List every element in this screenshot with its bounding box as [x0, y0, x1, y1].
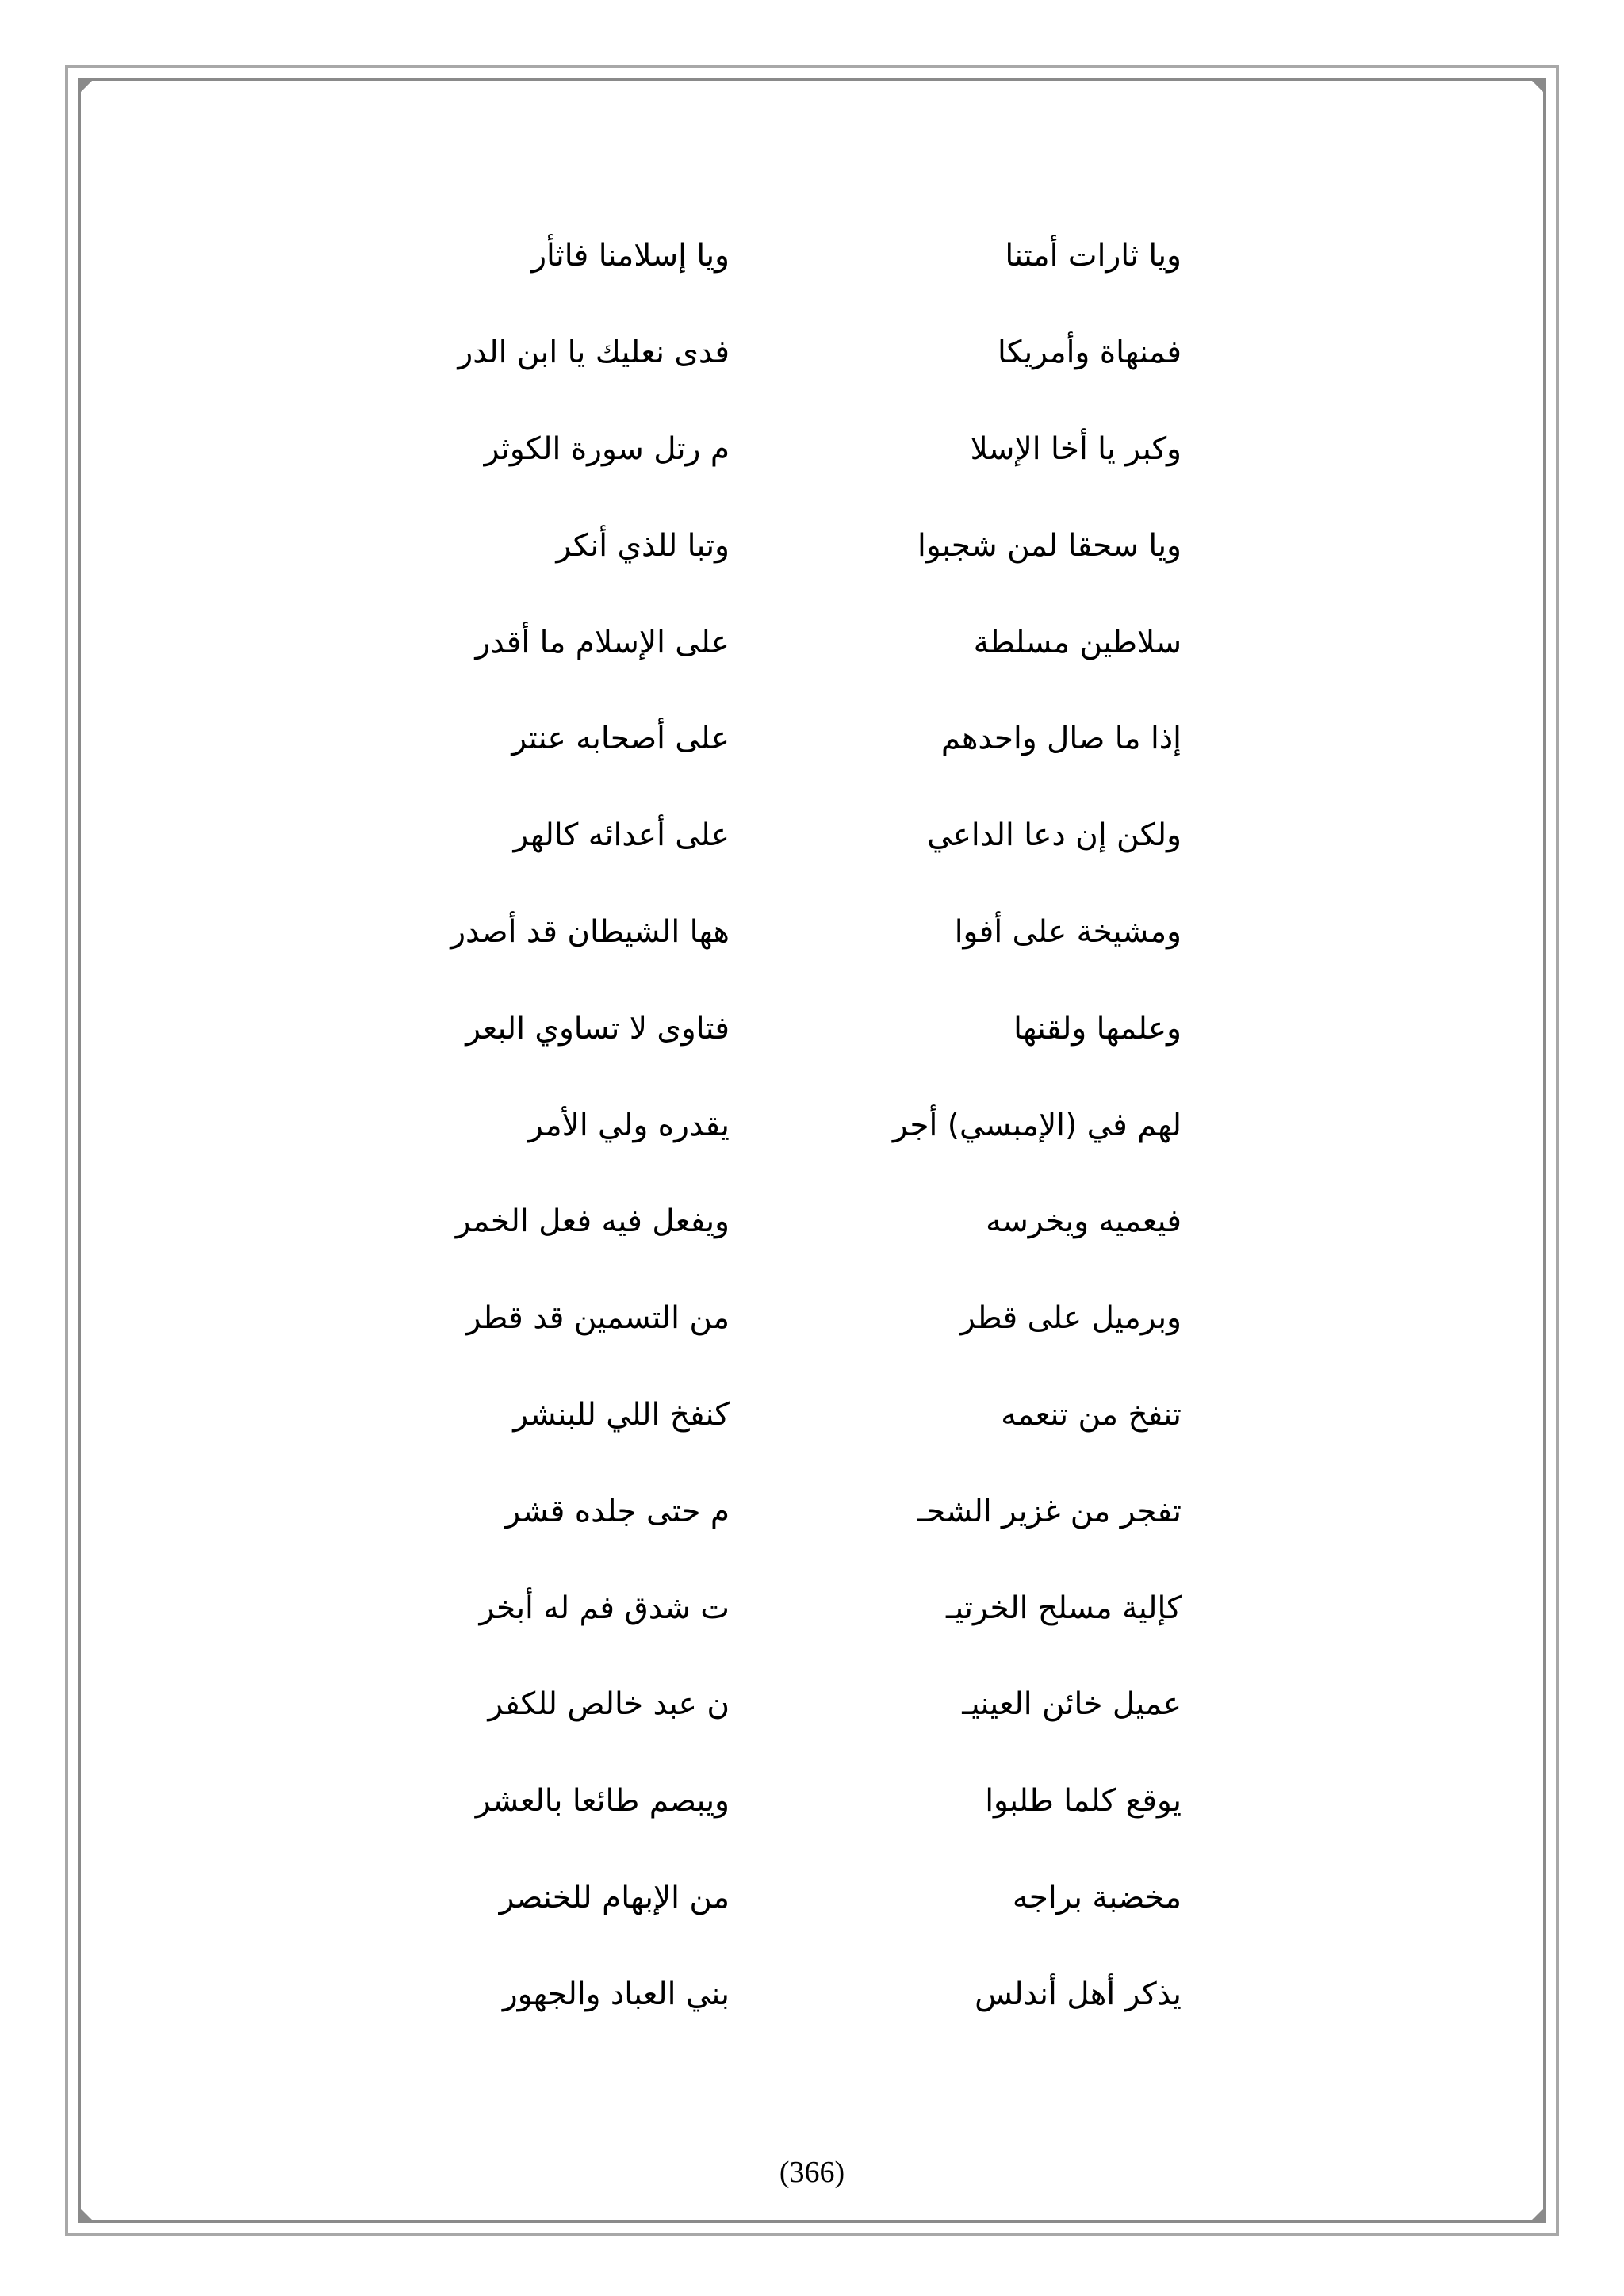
verse-line	[468, 691, 1182, 787]
verse-line	[450, 884, 1182, 981]
verse-line	[468, 1946, 1182, 2042]
verse-first-hemistich: إذا ما صال واحدهم	[940, 721, 1182, 757]
verse-first-hemistich: فيعميه ويخرسه	[986, 1203, 1182, 1240]
verse-second-hemistich: من التسمين قد قطر	[465, 1300, 730, 1337]
verse-second-hemistich: فتاوى لا تساوي البعر	[465, 1010, 730, 1047]
verse-line	[465, 980, 1182, 1077]
verse-second-hemistich: على أعدائه كالهر	[513, 817, 730, 854]
verse-second-hemistich: وتبا للذي أنكر	[556, 527, 730, 564]
verse-second-hemistich: ويا إسلامنا فاثأر	[531, 238, 730, 274]
verse-first-hemistich: يوقع كلما طلبوا	[985, 1783, 1182, 1820]
verse-line	[468, 1367, 1182, 1464]
verse-second-hemistich: ن عبد خالص للكفر	[488, 1686, 730, 1723]
corner-ornament-top-right	[1532, 81, 1543, 92]
verse-first-hemistich: وعلمها ولقنها	[1013, 1010, 1182, 1047]
verse-line	[468, 401, 1182, 498]
verse-second-hemistich: هها الشيطان قد أصدر	[450, 913, 730, 950]
verse-first-hemistich: تفجر من غزير الشحـ	[917, 1493, 1182, 1529]
verse-line	[468, 1077, 1182, 1173]
verse-second-hemistich: م رتل سورة الكوثر	[484, 430, 730, 467]
verse-second-hemistich: يقدره ولي الأمر	[528, 1107, 730, 1143]
verse-second-hemistich: فدى نعليك يا ابن الدر	[458, 335, 730, 371]
verse-second-hemistich: بني العباد والجهور	[502, 1976, 730, 2012]
verse-first-hemistich: ويا سحقا لمن شجبوا	[917, 527, 1182, 564]
verse-second-hemistich: كنفخ اللي للبنشر	[513, 1396, 730, 1433]
verse-line	[468, 787, 1182, 884]
verse-first-hemistich: كإلية مسلح الخرتيـ	[945, 1590, 1182, 1626]
verse-first-hemistich: فمنهاة وأمريكا	[997, 335, 1182, 371]
verse-first-hemistich: ويا ثارات أمتنا	[1005, 238, 1182, 274]
verse-line	[468, 208, 1182, 304]
page-number: (366)	[779, 2156, 845, 2189]
verse-line	[468, 1753, 1182, 1850]
verse-second-hemistich: م حتى جلده قشر	[505, 1493, 730, 1529]
verse-first-hemistich: ومشيخة على أفوا	[954, 913, 1182, 950]
verse-line	[468, 1850, 1182, 1946]
verse-first-hemistich: وكبر يا أخا الإسلا	[970, 430, 1182, 467]
verse-line	[458, 304, 1182, 401]
verse-line	[468, 497, 1182, 594]
verse-second-hemistich: ت شدق فم له أبخر	[479, 1590, 730, 1626]
verse-second-hemistich: ويفعل فيه فعل الخمر	[455, 1203, 730, 1240]
verse-first-hemistich: عميل خائن العينيـ	[962, 1686, 1182, 1723]
verse-line	[468, 594, 1182, 691]
verse-first-hemistich: تنفخ من تنعمه	[1001, 1396, 1182, 1433]
verse-line	[468, 1463, 1182, 1559]
verse-second-hemistich: ويبصم طائعا بالعشر	[475, 1783, 730, 1820]
corner-ornament-top-left	[81, 81, 92, 92]
verse-first-hemistich: يذكر أهل أندلس	[975, 1976, 1182, 2012]
verse-first-hemistich: وبرميل على قطر	[959, 1300, 1182, 1337]
verse-first-hemistich: لهم في (الإمبسي) أجر	[892, 1107, 1182, 1143]
verse-second-hemistich: من الإبهام للخنصر	[499, 1879, 730, 1915]
verse-line	[465, 1270, 1182, 1367]
verse-first-hemistich: مخضبة براجه	[1012, 1879, 1182, 1915]
verse-line	[468, 1656, 1182, 1753]
verse-line	[468, 1559, 1182, 1656]
verse-first-hemistich: ولكن إن دعا الداعي	[927, 817, 1182, 854]
poem-body	[450, 208, 1182, 2042]
corner-ornament-bottom-left	[81, 2209, 92, 2220]
verse-line	[455, 1173, 1182, 1270]
corner-ornament-bottom-right	[1532, 2209, 1543, 2220]
verse-first-hemistich: سلاطين مسلطة	[973, 624, 1182, 660]
verse-second-hemistich: على أصحابه عنتر	[511, 721, 730, 757]
verse-second-hemistich: على الإسلام ما أقدر	[475, 624, 730, 660]
